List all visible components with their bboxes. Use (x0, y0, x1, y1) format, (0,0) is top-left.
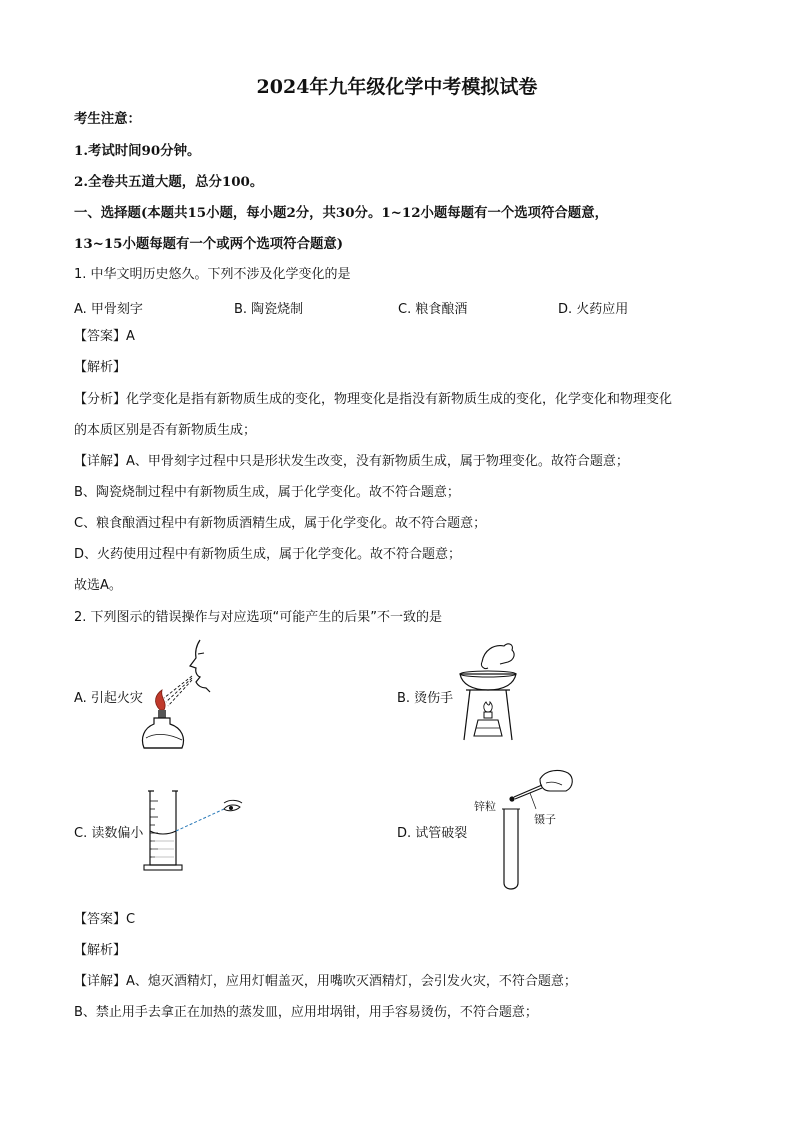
notice-item-1: 1.考试时间90分钟。 (74, 143, 201, 159)
label-zinc: 锌粒 (474, 800, 496, 813)
notice-item-2: 2.全卷共五道大题，总分100。 (74, 174, 264, 190)
section-heading-line1: 一、选择题(本题共15小题，每小题2分，共30分。1~12小题每题有一个选项符合题意， (74, 205, 608, 221)
q1-option-c: C. 粮食酿酒 (398, 302, 468, 317)
q2-detail-b: B、禁止用手去拿正在加热的蒸发皿，应用坩埚钳，用手容易烫伤，不符合题意； (74, 1005, 538, 1020)
q1-stem: 1. 中华文明历史悠久。下列不涉及化学变化的是 (74, 267, 351, 282)
q1-detail-b: B、陶瓷烧制过程中有新物质生成，属于化学变化。故不符合题意； (74, 485, 460, 500)
figure-evaporating-dish (448, 640, 528, 750)
figure-blowing-alcohol-lamp (140, 636, 240, 756)
q2-option-c: C. 读数偏小 (74, 826, 144, 841)
q1-detail-d: D、火药使用过程中有新物质生成，属于化学变化。故不符合题意； (74, 547, 462, 562)
figure-graduated-cylinder (140, 785, 250, 875)
q2-option-b: B. 烫伤手 (397, 691, 454, 706)
q1-option-a: A. 甲骨刻字 (74, 302, 143, 317)
q1-analysis-label: 【解析】 (74, 360, 127, 375)
page-title: 2024年九年级化学中考模拟试卷 (256, 76, 538, 98)
q1-answer: 【答案】A (74, 329, 135, 344)
q2-analysis-label: 【解析】 (74, 943, 127, 958)
q2-detail-a: 【详解】A、熄灭酒精灯，应用灯帽盖灭，用嘴吹灭酒精灯，会引发火灾，不符合题意； (74, 974, 577, 989)
q1-option-b: B. 陶瓷烧制 (234, 302, 304, 317)
q1-fenxi-line1: 【分析】化学变化是指有新物质生成的变化，物理变化是指没有新物质生成的变化，化学变化和物理变化 (74, 392, 673, 407)
q2-answer: 【答案】C (74, 912, 136, 927)
notice-heading: 考生注意： (74, 111, 141, 127)
q1-detail-c: C、粮食酿酒过程中有新物质酒精生成，属于化学变化。故不符合题意； (74, 516, 487, 531)
label-tweezers: 镊子 (534, 813, 556, 826)
q1-conclusion: 故选A。 (74, 578, 122, 593)
q1-option-d: D. 火药应用 (558, 302, 629, 317)
q1-fenxi-line2: 的本质区别是否有新物质生成； (74, 423, 257, 438)
q2-option-d: D. 试管破裂 (397, 826, 468, 841)
section-heading-line2: 13~15小题每题有一个或两个选项符合题意) (74, 236, 344, 252)
figure-test-tube-zinc (470, 765, 580, 895)
q1-detail-a: 【详解】A、甲骨刻字过程中只是形状发生改变，没有新物质生成，属于物理变化。故符合题意； (74, 454, 629, 469)
q2-stem: 2. 下列图示的错误操作与对应选项“可能产生的后果”不一致的是 (74, 610, 443, 625)
q2-option-a: A. 引起火灾 (74, 691, 143, 706)
